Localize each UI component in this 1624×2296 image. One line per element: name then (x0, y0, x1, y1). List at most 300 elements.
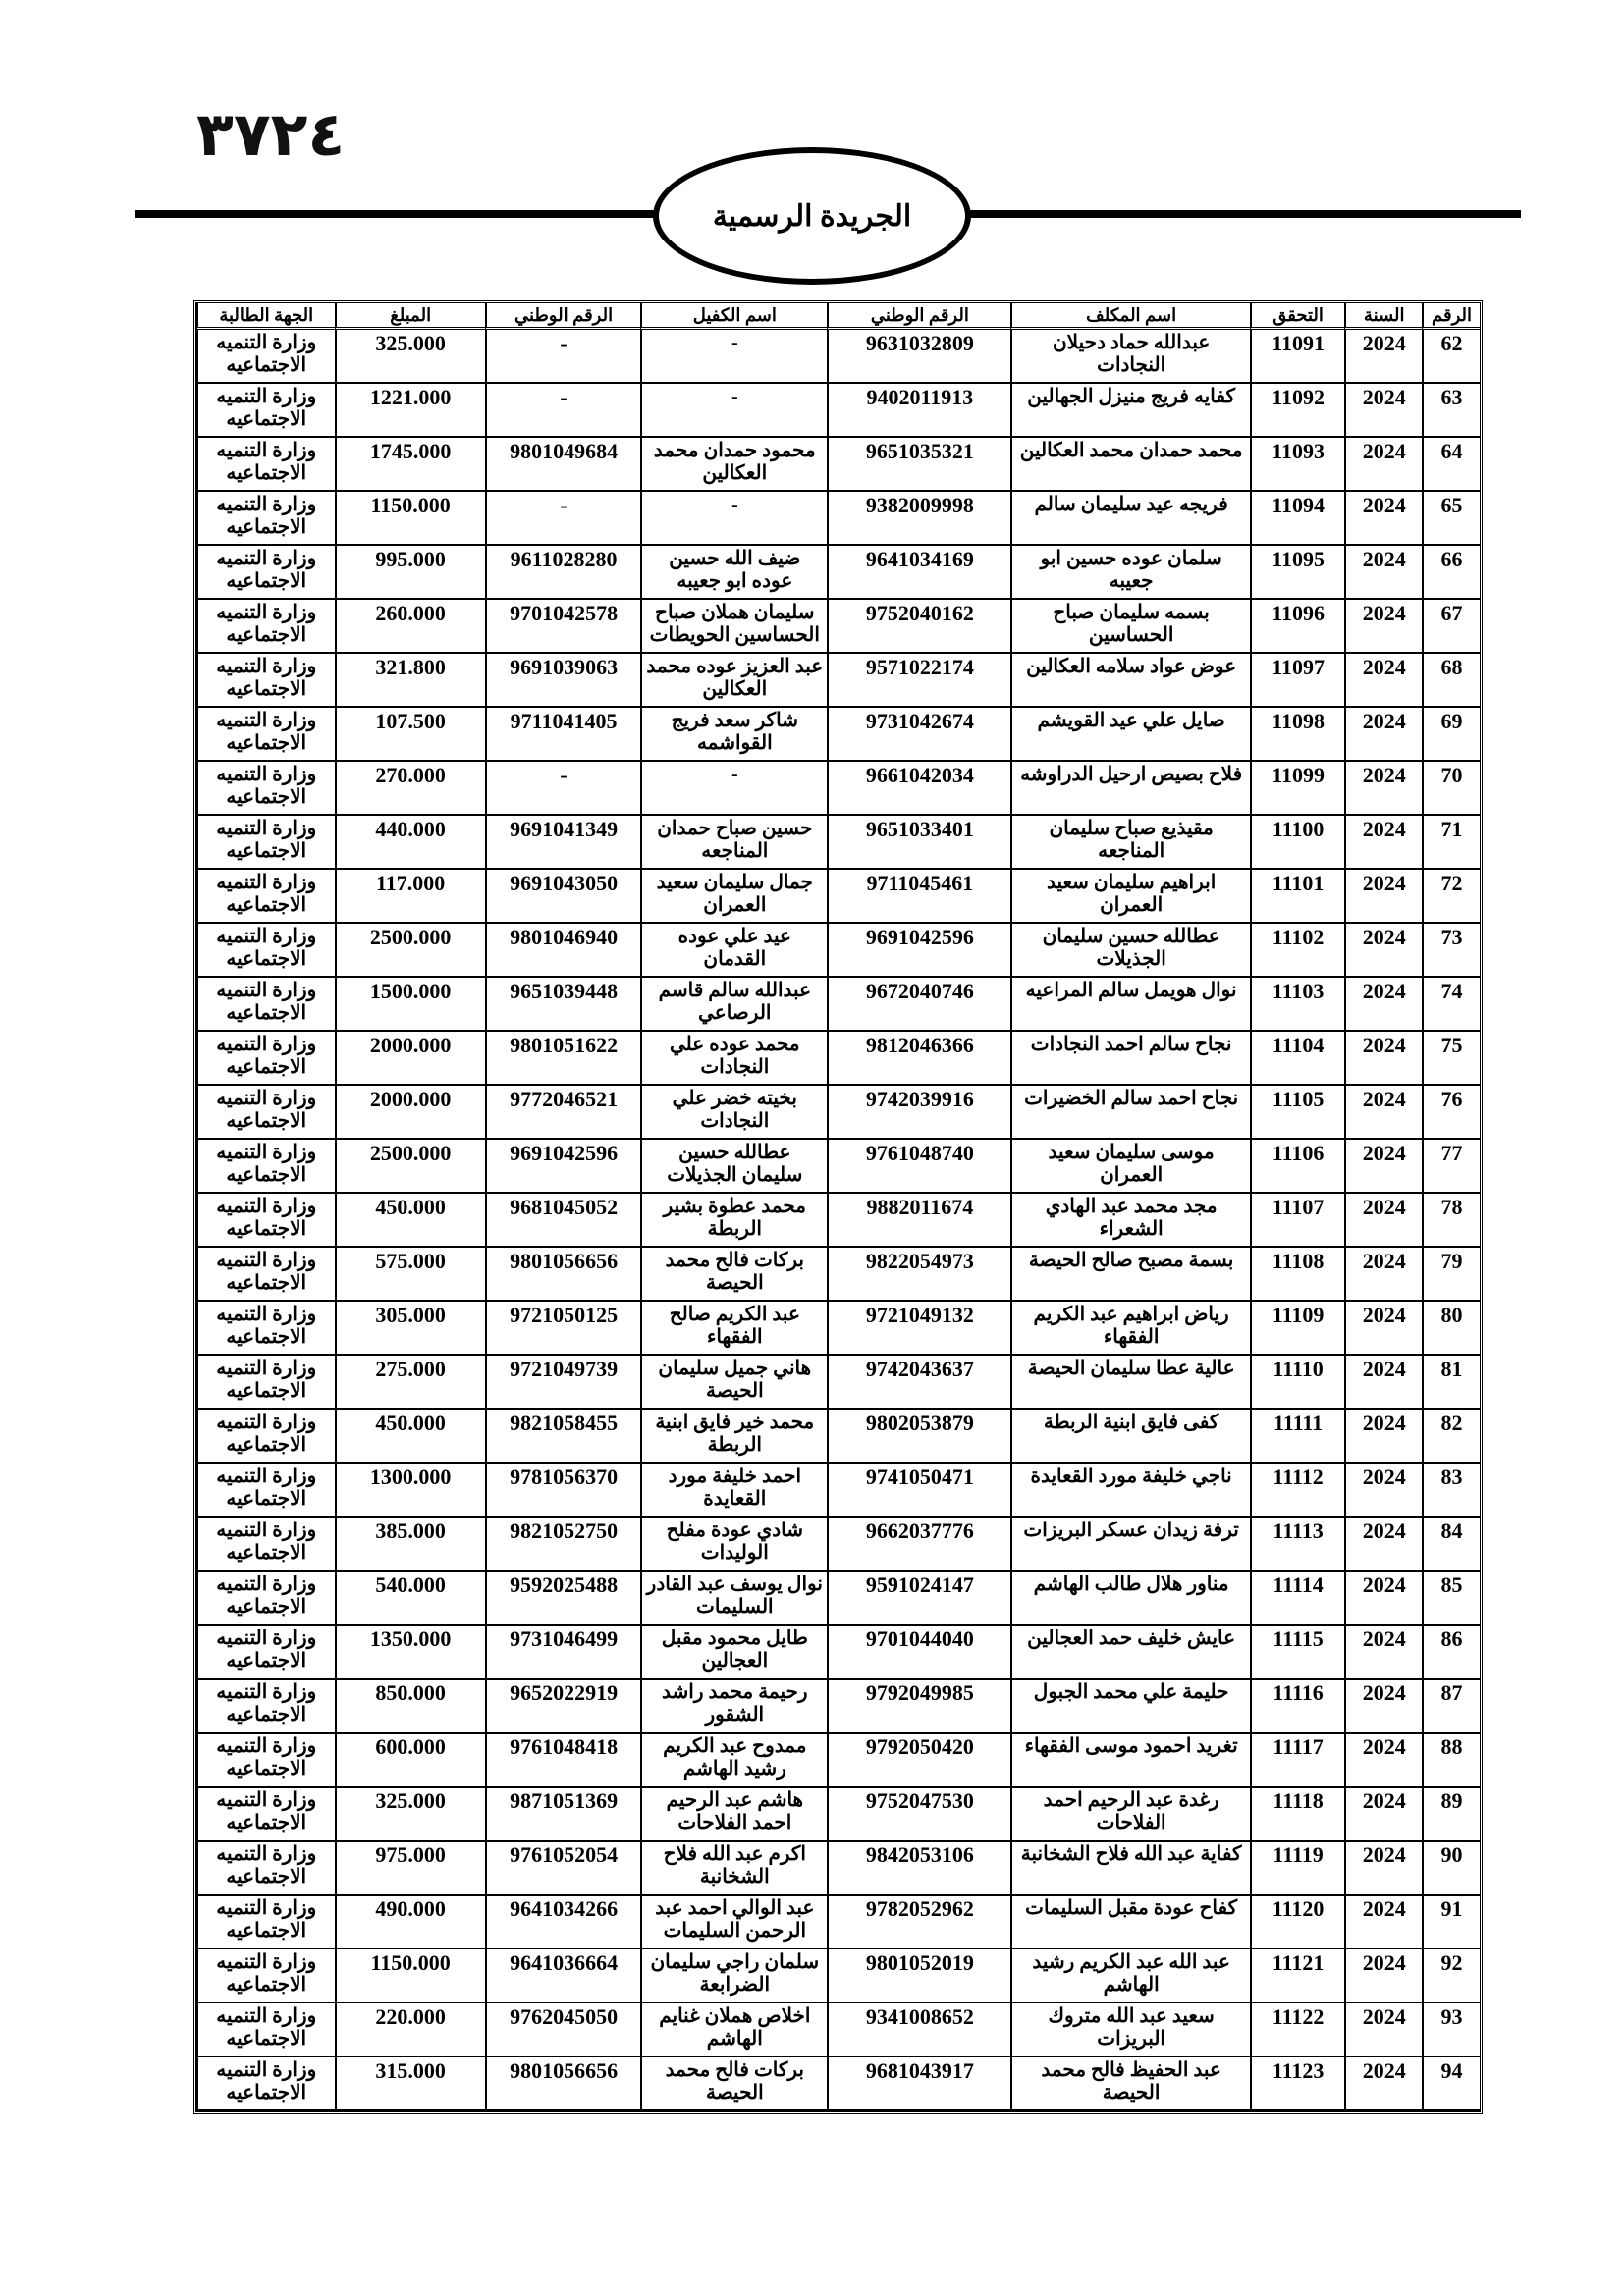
cell-guarantor-national-id: 9651039448 (485, 978, 641, 1032)
cell-amount: 850.000 (335, 1680, 485, 1734)
cell-debtor-national-id: 9651035321 (827, 438, 1010, 492)
cell-debtor-name: عطالله حسين سليمان الجذيلات (1010, 924, 1249, 978)
cell-requesting-agency: وزارة التنميه الاجتماعيه (196, 1518, 335, 1572)
cell-debtor-national-id: 9752040162 (827, 600, 1010, 654)
cell-amount: 1221.000 (335, 384, 485, 438)
cell-guarantor-name: اكرم عبد الله فلاح الشخانبة (640, 1842, 827, 1896)
cell-requesting-agency: وزارة التنميه الاجتماعيه (196, 1086, 335, 1140)
cell-requesting-agency: وزارة التنميه الاجتماعيه (196, 654, 335, 708)
table-row (196, 708, 1480, 762)
cell-row-number: 87 (1422, 1680, 1480, 1734)
cell-guarantor-name: طايل محمود مقبل العجالين (640, 1626, 827, 1680)
cell-year: 2024 (1344, 1086, 1422, 1140)
cell-debtor-national-id: 9402011913 (827, 384, 1010, 438)
cell-requesting-agency: وزارة التنميه الاجتماعيه (196, 438, 335, 492)
cell-debtor-name: موسى سليمان سعيد العمران (1010, 1140, 1249, 1194)
cell-debtor-name: صايل علي عيد القويشم (1010, 708, 1249, 762)
cell-guarantor-name: بركات فالح محمد الحيصة (640, 1248, 827, 1302)
cell-row-number: 68 (1422, 654, 1480, 708)
cell-year: 2024 (1344, 1572, 1422, 1626)
cell-row-number: 74 (1422, 978, 1480, 1032)
records-table (193, 300, 1483, 2114)
cell-requesting-agency: وزارة التنميه الاجتماعيه (196, 546, 335, 600)
cell-amount: 385.000 (335, 1518, 485, 1572)
cell-guarantor-name: عطالله حسين سليمان الجذيلات (640, 1140, 827, 1194)
table-body (196, 330, 1480, 2111)
cell-amount: 270.000 (335, 762, 485, 816)
cell-year: 2024 (1344, 978, 1422, 1032)
cell-guarantor-national-id: - (485, 330, 641, 384)
cell-check-number: 11111 (1250, 1410, 1345, 1464)
cell-guarantor-national-id: 9652022919 (485, 1680, 641, 1734)
table-row (196, 1194, 1480, 1248)
table-row (196, 1896, 1480, 1949)
cell-requesting-agency: وزارة التنميه الاجتماعيه (196, 1410, 335, 1464)
cell-debtor-national-id: 9801052019 (827, 1949, 1010, 2003)
cell-debtor-national-id: 9661042034 (827, 762, 1010, 816)
cell-check-number: 11101 (1250, 870, 1345, 924)
cell-guarantor-name: محمد خير فايق ابنية الربطة (640, 1410, 827, 1464)
cell-row-number: 79 (1422, 1248, 1480, 1302)
cell-amount: 1745.000 (335, 438, 485, 492)
page-number: ٣٧٢٤ (196, 98, 346, 170)
cell-year: 2024 (1344, 1518, 1422, 1572)
cell-check-number: 11119 (1250, 1842, 1345, 1896)
cell-year: 2024 (1344, 708, 1422, 762)
cell-row-number: 73 (1422, 924, 1480, 978)
cell-check-number: 11110 (1250, 1356, 1345, 1410)
cell-guarantor-national-id: 9871051369 (485, 1788, 641, 1842)
cell-requesting-agency: وزارة التنميه الاجتماعيه (196, 1949, 335, 2003)
cell-year: 2024 (1344, 330, 1422, 384)
cell-row-number: 77 (1422, 1140, 1480, 1194)
cell-row-number: 67 (1422, 600, 1480, 654)
cell-guarantor-name: - (640, 330, 827, 384)
cell-row-number: 78 (1422, 1194, 1480, 1248)
gazette-title-emblem (653, 147, 971, 285)
cell-debtor-national-id: 9711045461 (827, 870, 1010, 924)
column-header-year: السنة (1344, 303, 1422, 330)
cell-debtor-name: محمد حمدان محمد العكالين (1010, 438, 1249, 492)
cell-guarantor-name: سليمان هملان صباح الحساسين الحويطات (640, 600, 827, 654)
cell-amount: 975.000 (335, 1842, 485, 1896)
cell-requesting-agency: وزارة التنميه الاجتماعيه (196, 762, 335, 816)
cell-debtor-name: عبد الحفيظ فالح محمد الحيصة (1010, 2057, 1249, 2111)
cell-debtor-national-id: 9792049985 (827, 1680, 1010, 1734)
cell-guarantor-national-id: 9821052750 (485, 1518, 641, 1572)
cell-check-number: 11102 (1250, 924, 1345, 978)
cell-debtor-name: عالية عطا سليمان الحيصة (1010, 1356, 1249, 1410)
cell-debtor-national-id: 9691042596 (827, 924, 1010, 978)
cell-guarantor-name: احمد خليفة مورد القعايدة (640, 1464, 827, 1518)
cell-requesting-agency: وزارة التنميه الاجتماعيه (196, 1140, 335, 1194)
table-row (196, 1248, 1480, 1302)
cell-row-number: 65 (1422, 492, 1480, 546)
cell-guarantor-name: اخلاص هملان غنايم الهاشم (640, 2003, 827, 2057)
cell-guarantor-name: محمد عطوة بشير الربطة (640, 1194, 827, 1248)
cell-guarantor-national-id: 9801049684 (485, 438, 641, 492)
cell-amount: 2500.000 (335, 924, 485, 978)
cell-amount: 450.000 (335, 1410, 485, 1464)
cell-debtor-national-id: 9641034169 (827, 546, 1010, 600)
cell-debtor-national-id: 9792050420 (827, 1734, 1010, 1788)
cell-debtor-national-id: 9662037776 (827, 1518, 1010, 1572)
cell-row-number: 91 (1422, 1896, 1480, 1949)
cell-requesting-agency: وزارة التنميه الاجتماعيه (196, 600, 335, 654)
cell-year: 2024 (1344, 1842, 1422, 1896)
cell-debtor-name: سلمان عوده حسين ابو جعيبه (1010, 546, 1249, 600)
cell-guarantor-name: - (640, 492, 827, 546)
cell-row-number: 72 (1422, 870, 1480, 924)
cell-guarantor-name: هاني جميل سليمان الحيصة (640, 1356, 827, 1410)
cell-year: 2024 (1344, 1680, 1422, 1734)
cell-debtor-name: ابراهيم سليمان سعيد العمران (1010, 870, 1249, 924)
cell-year: 2024 (1344, 870, 1422, 924)
cell-amount: 325.000 (335, 1788, 485, 1842)
cell-debtor-national-id: 9842053106 (827, 1842, 1010, 1896)
cell-check-number: 11112 (1250, 1464, 1345, 1518)
cell-row-number: 89 (1422, 1788, 1480, 1842)
cell-guarantor-name: محمد عوده علي النجادات (640, 1032, 827, 1086)
cell-requesting-agency: وزارة التنميه الاجتماعيه (196, 978, 335, 1032)
cell-guarantor-national-id: 9681045052 (485, 1194, 641, 1248)
cell-debtor-national-id: 9672040746 (827, 978, 1010, 1032)
cell-debtor-national-id: 9782052962 (827, 1896, 1010, 1949)
cell-amount: 117.000 (335, 870, 485, 924)
cell-requesting-agency: وزارة التنميه الاجتماعيه (196, 816, 335, 870)
cell-row-number: 80 (1422, 1302, 1480, 1356)
cell-debtor-national-id: 9701044040 (827, 1626, 1010, 1680)
cell-debtor-national-id: 9752047530 (827, 1788, 1010, 1842)
cell-check-number: 11100 (1250, 816, 1345, 870)
cell-requesting-agency: وزارة التنميه الاجتماعيه (196, 1896, 335, 1949)
column-header-requesting-agency: الجهة الطالبة (196, 303, 335, 330)
cell-year: 2024 (1344, 1896, 1422, 1949)
cell-check-number: 11106 (1250, 1140, 1345, 1194)
cell-guarantor-name: هاشم عبد الرحيم احمد الفلاحات (640, 1788, 827, 1842)
cell-check-number: 11114 (1250, 1572, 1345, 1626)
cell-check-number: 11105 (1250, 1086, 1345, 1140)
cell-guarantor-national-id: - (485, 492, 641, 546)
cell-row-number: 93 (1422, 2003, 1480, 2057)
cell-debtor-national-id: 9882011674 (827, 1194, 1010, 1248)
cell-check-number: 11103 (1250, 978, 1345, 1032)
cell-check-number: 11117 (1250, 1734, 1345, 1788)
cell-requesting-agency: وزارة التنميه الاجتماعيه (196, 2003, 335, 2057)
cell-requesting-agency: وزارة التنميه الاجتماعيه (196, 492, 335, 546)
cell-year: 2024 (1344, 1788, 1422, 1842)
cell-check-number: 11113 (1250, 1518, 1345, 1572)
table-row (196, 1518, 1480, 1572)
cell-year: 2024 (1344, 816, 1422, 870)
table-row (196, 924, 1480, 978)
cell-requesting-agency: وزارة التنميه الاجتماعيه (196, 1302, 335, 1356)
cell-debtor-national-id: 9591024147 (827, 1572, 1010, 1626)
cell-debtor-national-id: 9651033401 (827, 816, 1010, 870)
cell-guarantor-name: عبد الكريم صالح الفقهاء (640, 1302, 827, 1356)
cell-check-number: 11093 (1250, 438, 1345, 492)
cell-debtor-national-id: 9681043917 (827, 2057, 1010, 2111)
cell-guarantor-name: بخيته خضر علي النجادات (640, 1086, 827, 1140)
cell-amount: 1500.000 (335, 978, 485, 1032)
cell-guarantor-national-id: 9801046940 (485, 924, 641, 978)
table-row (196, 1464, 1480, 1518)
cell-debtor-name: سعيد عبد الله متروك البريزات (1010, 2003, 1249, 2057)
cell-guarantor-name: شادي عودة مفلح الوليدات (640, 1518, 827, 1572)
table-row (196, 1680, 1480, 1734)
table-row (196, 654, 1480, 708)
cell-debtor-name: عوض عواد سلامه العكالين (1010, 654, 1249, 708)
cell-year: 2024 (1344, 1356, 1422, 1410)
cell-debtor-national-id: 9731042674 (827, 708, 1010, 762)
cell-amount: 260.000 (335, 600, 485, 654)
cell-year: 2024 (1344, 600, 1422, 654)
cell-guarantor-national-id: - (485, 762, 641, 816)
table-row (196, 978, 1480, 1032)
cell-guarantor-name: ضيف الله حسين عوده ابو جعيبه (640, 546, 827, 600)
cell-guarantor-national-id: 9761048418 (485, 1734, 641, 1788)
cell-row-number: 69 (1422, 708, 1480, 762)
cell-guarantor-name: سلمان راجي سليمان الضرابعة (640, 1949, 827, 2003)
cell-debtor-name: رغدة عبد الرحيم احمد الفلاحات (1010, 1788, 1249, 1842)
cell-debtor-national-id: 9341008652 (827, 2003, 1010, 2057)
cell-row-number: 85 (1422, 1572, 1480, 1626)
cell-debtor-name: كفايه فريج منيزل الجهالين (1010, 384, 1249, 438)
cell-year: 2024 (1344, 492, 1422, 546)
cell-check-number: 11121 (1250, 1949, 1345, 2003)
cell-guarantor-name: نوال يوسف عبد القادر السليمات (640, 1572, 827, 1626)
cell-debtor-national-id: 9382009998 (827, 492, 1010, 546)
cell-debtor-name: كفاية عبد الله فلاح الشخانبة (1010, 1842, 1249, 1896)
cell-year: 2024 (1344, 1410, 1422, 1464)
table-row (196, 1032, 1480, 1086)
cell-amount: 220.000 (335, 2003, 485, 2057)
cell-year: 2024 (1344, 1464, 1422, 1518)
cell-debtor-national-id: 9802053879 (827, 1410, 1010, 1464)
cell-debtor-national-id: 9741050471 (827, 1464, 1010, 1518)
cell-guarantor-name: - (640, 762, 827, 816)
cell-guarantor-name: رحيمة محمد راشد الشقور (640, 1680, 827, 1734)
cell-debtor-name: رياض ابراهيم عبد الكريم الفقهاء (1010, 1302, 1249, 1356)
cell-debtor-name: مجد محمد عبد الهادي الشعراء (1010, 1194, 1249, 1248)
cell-row-number: 63 (1422, 384, 1480, 438)
cell-debtor-name: نجاح احمد سالم الخضيرات (1010, 1086, 1249, 1140)
cell-row-number: 75 (1422, 1032, 1480, 1086)
cell-guarantor-name: حسين صباح حمدان المناجعه (640, 816, 827, 870)
table-row (196, 1842, 1480, 1896)
cell-year: 2024 (1344, 1140, 1422, 1194)
cell-check-number: 11123 (1250, 2057, 1345, 2111)
cell-guarantor-national-id: 9641036664 (485, 1949, 641, 2003)
cell-debtor-name: كفاح عودة مقبل السليمات (1010, 1896, 1249, 1949)
cell-check-number: 11116 (1250, 1680, 1345, 1734)
cell-debtor-national-id: 9812046366 (827, 1032, 1010, 1086)
cell-year: 2024 (1344, 1949, 1422, 2003)
cell-debtor-national-id: 9742039916 (827, 1086, 1010, 1140)
table-row (196, 438, 1480, 492)
cell-debtor-name: عبدالله حماد دحيلان النجادات (1010, 330, 1249, 384)
cell-guarantor-national-id: 9721050125 (485, 1302, 641, 1356)
cell-guarantor-national-id: 9721049739 (485, 1356, 641, 1410)
cell-guarantor-name: عبد العزيز عوده محمد العكالين (640, 654, 827, 708)
cell-debtor-national-id: 9631032809 (827, 330, 1010, 384)
cell-amount: 2000.000 (335, 1032, 485, 1086)
cell-check-number: 11104 (1250, 1032, 1345, 1086)
cell-debtor-name: نجاح سالم احمد النجادات (1010, 1032, 1249, 1086)
column-header-row-number: الرقم (1422, 303, 1480, 330)
table-row (196, 1788, 1480, 1842)
cell-row-number: 83 (1422, 1464, 1480, 1518)
cell-guarantor-name: جمال سليمان سعيد العمران (640, 870, 827, 924)
cell-amount: 1150.000 (335, 492, 485, 546)
cell-guarantor-national-id: 9772046521 (485, 1086, 641, 1140)
cell-amount: 440.000 (335, 816, 485, 870)
cell-year: 2024 (1344, 1626, 1422, 1680)
cell-amount: 600.000 (335, 1734, 485, 1788)
table-row (196, 1086, 1480, 1140)
cell-debtor-name: ناجي خليفة مورد القعايدة (1010, 1464, 1249, 1518)
cell-row-number: 94 (1422, 2057, 1480, 2111)
gazette-title: الجريدة الرسمية (712, 199, 912, 233)
table-row (196, 2057, 1480, 2111)
table-row (196, 1302, 1480, 1356)
cell-check-number: 11107 (1250, 1194, 1345, 1248)
cell-requesting-agency: وزارة التنميه الاجتماعيه (196, 2057, 335, 2111)
cell-debtor-name: مقيذيع صباح سليمان المناجعه (1010, 816, 1249, 870)
cell-year: 2024 (1344, 1194, 1422, 1248)
table-row (196, 1572, 1480, 1626)
cell-requesting-agency: وزارة التنميه الاجتماعيه (196, 1680, 335, 1734)
cell-check-number: 11095 (1250, 546, 1345, 600)
cell-row-number: 86 (1422, 1626, 1480, 1680)
cell-debtor-name: مناور هلال طالب الهاشم (1010, 1572, 1249, 1626)
cell-year: 2024 (1344, 1032, 1422, 1086)
cell-amount: 1150.000 (335, 1949, 485, 2003)
cell-row-number: 62 (1422, 330, 1480, 384)
cell-amount: 325.000 (335, 330, 485, 384)
cell-row-number: 70 (1422, 762, 1480, 816)
table-row (196, 816, 1480, 870)
cell-requesting-agency: وزارة التنميه الاجتماعيه (196, 1356, 335, 1410)
cell-debtor-national-id: 9822054973 (827, 1248, 1010, 1302)
cell-amount: 305.000 (335, 1302, 485, 1356)
cell-check-number: 11120 (1250, 1896, 1345, 1949)
cell-check-number: 11115 (1250, 1626, 1345, 1680)
cell-requesting-agency: وزارة التنميه الاجتماعيه (196, 1788, 335, 1842)
cell-check-number: 11094 (1250, 492, 1345, 546)
cell-check-number: 11098 (1250, 708, 1345, 762)
table-row (196, 1356, 1480, 1410)
cell-guarantor-national-id: 9691042596 (485, 1140, 641, 1194)
cell-debtor-name: فلاح بصيص ارحيل الدراوشه (1010, 762, 1249, 816)
cell-amount: 275.000 (335, 1356, 485, 1410)
cell-row-number: 81 (1422, 1356, 1480, 1410)
cell-check-number: 11122 (1250, 2003, 1345, 2057)
cell-check-number: 11108 (1250, 1248, 1345, 1302)
cell-amount: 490.000 (335, 1896, 485, 1949)
cell-debtor-name: فريجه عيد سليمان سالم (1010, 492, 1249, 546)
cell-requesting-agency: وزارة التنميه الاجتماعيه (196, 384, 335, 438)
cell-amount: 2500.000 (335, 1140, 485, 1194)
cell-check-number: 11109 (1250, 1302, 1345, 1356)
cell-debtor-name: نوال هويمل سالم المراعيه (1010, 978, 1249, 1032)
cell-amount: 450.000 (335, 1194, 485, 1248)
cell-check-number: 11096 (1250, 600, 1345, 654)
cell-guarantor-national-id: 9711041405 (485, 708, 641, 762)
cell-amount: 540.000 (335, 1572, 485, 1626)
cell-requesting-agency: وزارة التنميه الاجتماعيه (196, 870, 335, 924)
cell-guarantor-national-id: 9821058455 (485, 1410, 641, 1464)
table-row (196, 1140, 1480, 1194)
cell-year: 2024 (1344, 384, 1422, 438)
cell-debtor-name: بسمة مصبح صالح الحيصة (1010, 1248, 1249, 1302)
table-row (196, 1734, 1480, 1788)
cell-requesting-agency: وزارة التنميه الاجتماعيه (196, 1464, 335, 1518)
table-header-row (196, 303, 1480, 330)
table-row (196, 330, 1480, 384)
cell-check-number: 11097 (1250, 654, 1345, 708)
cell-guarantor-national-id: 9801056656 (485, 2057, 641, 2111)
cell-year: 2024 (1344, 2003, 1422, 2057)
cell-debtor-name: تغريد احمود موسى الفقهاء (1010, 1734, 1249, 1788)
cell-guarantor-national-id: 9801051622 (485, 1032, 641, 1086)
table-row (196, 1410, 1480, 1464)
cell-guarantor-national-id: 9611028280 (485, 546, 641, 600)
cell-requesting-agency: وزارة التنميه الاجتماعيه (196, 924, 335, 978)
cell-amount: 1350.000 (335, 1626, 485, 1680)
cell-row-number: 90 (1422, 1842, 1480, 1896)
cell-guarantor-national-id: 9691043050 (485, 870, 641, 924)
table-row (196, 546, 1480, 600)
column-header-guarantor-national-id: الرقم الوطني (485, 303, 641, 330)
cell-requesting-agency: وزارة التنميه الاجتماعيه (196, 708, 335, 762)
cell-guarantor-name: عبد الوالي احمد عبد الرحمن السليمات (640, 1896, 827, 1949)
cell-guarantor-national-id: 9691041349 (485, 816, 641, 870)
column-header-debtor-name: اسم المكلف (1010, 303, 1249, 330)
cell-row-number: 76 (1422, 1086, 1480, 1140)
cell-year: 2024 (1344, 762, 1422, 816)
cell-guarantor-national-id: 9641034266 (485, 1896, 641, 1949)
cell-guarantor-national-id: 9701042578 (485, 600, 641, 654)
cell-check-number: 11091 (1250, 330, 1345, 384)
column-header-guarantor-name: اسم الكفيل (640, 303, 827, 330)
cell-requesting-agency: وزارة التنميه الاجتماعيه (196, 330, 335, 384)
cell-year: 2024 (1344, 654, 1422, 708)
cell-guarantor-national-id: 9731046499 (485, 1626, 641, 1680)
cell-amount: 575.000 (335, 1248, 485, 1302)
cell-guarantor-national-id: 9762045050 (485, 2003, 641, 2057)
cell-amount: 1300.000 (335, 1464, 485, 1518)
table-row (196, 384, 1480, 438)
cell-debtor-name: بسمه سليمان صباح الحساسين (1010, 600, 1249, 654)
cell-check-number: 11092 (1250, 384, 1345, 438)
cell-requesting-agency: وزارة التنميه الاجتماعيه (196, 1734, 335, 1788)
cell-check-number: 11118 (1250, 1788, 1345, 1842)
table-row (196, 870, 1480, 924)
cell-year: 2024 (1344, 1734, 1422, 1788)
table-row (196, 1949, 1480, 2003)
cell-row-number: 64 (1422, 438, 1480, 492)
cell-year: 2024 (1344, 2057, 1422, 2111)
cell-requesting-agency: وزارة التنميه الاجتماعيه (196, 1248, 335, 1302)
cell-debtor-name: عبد الله عبد الكريم رشيد الهاشم (1010, 1949, 1249, 2003)
cell-check-number: 11099 (1250, 762, 1345, 816)
cell-guarantor-national-id: 9592025488 (485, 1572, 641, 1626)
cell-year: 2024 (1344, 1302, 1422, 1356)
cell-debtor-name: حليمة علي محمد الجبول (1010, 1680, 1249, 1734)
table-row (196, 762, 1480, 816)
cell-debtor-name: عايش خليف حمد العجالين (1010, 1626, 1249, 1680)
